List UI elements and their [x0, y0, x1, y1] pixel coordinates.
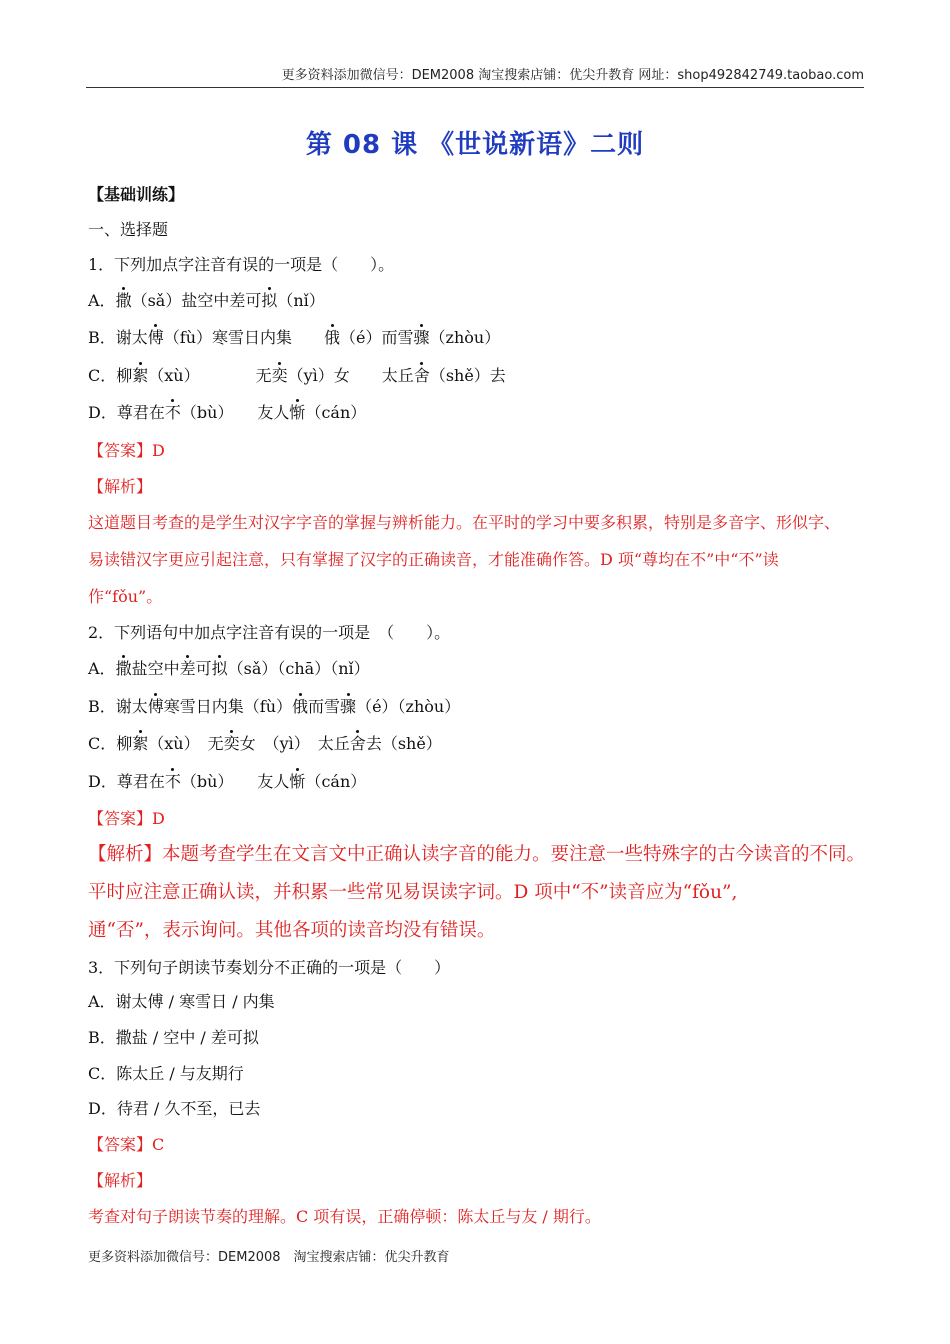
q1-option-d: D．尊君在不（bù） 友人惭（cán） [88, 403, 367, 422]
dotted-char: 舍 [413, 366, 430, 385]
q2-analysis-line: 通“否”，表示询问。其他各项的读音均没有错误。 [88, 920, 496, 941]
section-heading: 【基础训练】 [88, 185, 185, 204]
dotted-char: 俄 [292, 697, 309, 716]
dotted-char: 骤 [340, 697, 357, 716]
dotted-char: 惭 [289, 403, 306, 422]
dotted-char: 絮 [132, 366, 149, 385]
q2-analysis: 【解析】本题考查学生在文言文中正确认读字音的能力。要注意一些特殊字的古今读音的不同。 [88, 844, 866, 865]
dotted-char: 拟 [261, 291, 278, 310]
q2-answer: 【答案】D [88, 809, 165, 828]
dotted-char: 奕 [271, 366, 288, 385]
q3-analysis-label: 【解析】 [88, 1171, 153, 1190]
q1-stem: 1．下列加点字注音有误的一项是（ ）。 [88, 255, 395, 274]
q1-analysis-label: 【解析】 [88, 477, 153, 496]
q3-stem: 3．下列句子朗读节奏划分不正确的一项是（ ） [88, 958, 451, 977]
q2-analysis-line: 平时应注意正确认读，并积累一些常见易误读字词。D 项中“不”读音应为“fǒu”, [88, 882, 738, 903]
q2-option-a: A．撒盐空中差可拟（sǎ）（chā）（nǐ） [88, 659, 370, 678]
dotted-char: 撒 [115, 659, 132, 678]
dotted-char: 俄 [324, 328, 341, 347]
q3-analysis: 考查对句子朗读节奏的理解。C 项有误，正确停顿：陈太丘与友 / 期行。 [88, 1207, 601, 1226]
page-title: 第 08 课 《世说新语》二则 [305, 130, 645, 160]
dotted-char: 拟 [211, 659, 228, 678]
q2-analysis-label: 【解析】 [88, 844, 163, 865]
q1-option-c: C．柳絮（xù） 无奕（yì）女 太丘舍（shě）去 [88, 366, 506, 385]
q2-option-c: C．柳絮（xù） 无奕女 （yì） 太丘舍去（shě） [88, 734, 442, 753]
q3-option-a: A．谢太傅 / 寒雪日 / 内集 [88, 992, 275, 1011]
dotted-char: 絮 [132, 734, 149, 753]
dotted-char: 舍 [349, 734, 366, 753]
q1-option-b: B．谢太傅（fù）寒雪日内集 俄（é）而雪骤（zhòu） [88, 328, 501, 347]
part-heading: 一、选择题 [88, 220, 169, 239]
q1-option-a: A．撒（sǎ）盐空中差可拟（nǐ） [88, 291, 325, 310]
q3-option-d: D．待君 / 久不至，已去 [88, 1099, 261, 1118]
dotted-char: 奕 [223, 734, 240, 753]
dotted-char: 骤 [413, 328, 430, 347]
dotted-char: 差 [179, 659, 196, 678]
dotted-char: 不 [164, 772, 181, 791]
q1-analysis-line: 作“fǒu”。 [88, 587, 163, 606]
q3-option-c: C．陈太丘 / 与友期行 [88, 1064, 244, 1083]
q2-stem: 2．下列语句中加点字注音有误的一项是 （ ）。 [88, 623, 451, 642]
q1-analysis-line: 易读错汉字更应引起注意，只有掌握了汉字的正确读音，才能准确作答。D 项“尊均在不”中“不”读 [88, 550, 779, 569]
q1-answer: 【答案】D [88, 441, 165, 460]
dotted-char: 不 [164, 403, 181, 422]
dotted-char: 惭 [289, 772, 306, 791]
q2-option-d: D．尊君在不（bù） 友人惭（cán） [88, 772, 367, 791]
dotted-char: 傅 [147, 697, 164, 716]
dotted-char: 傅 [147, 328, 164, 347]
q1-analysis-line: 这道题目考查的是学生对汉字字音的掌握与辨析能力。在平时的学习中要多积累，特别是多音字、形似字、 [88, 513, 841, 532]
page-header: 更多资料添加微信号：DEM2008 淘宝搜索店铺：优尖升教育 网址：shop492842749.taobao.com [86, 66, 864, 88]
q3-answer: 【答案】C [88, 1135, 165, 1154]
q3-option-b: B．撒盐 / 空中 / 差可拟 [88, 1028, 259, 1047]
q2-option-b: B．谢太傅寒雪日内集（fù）俄而雪骤（é）（zhòu） [88, 697, 461, 716]
page-footer: 更多资料添加微信号：DEM2008 淘宝搜索店铺：优尖升教育 [88, 1250, 450, 1265]
dotted-char: 撒 [115, 291, 132, 310]
